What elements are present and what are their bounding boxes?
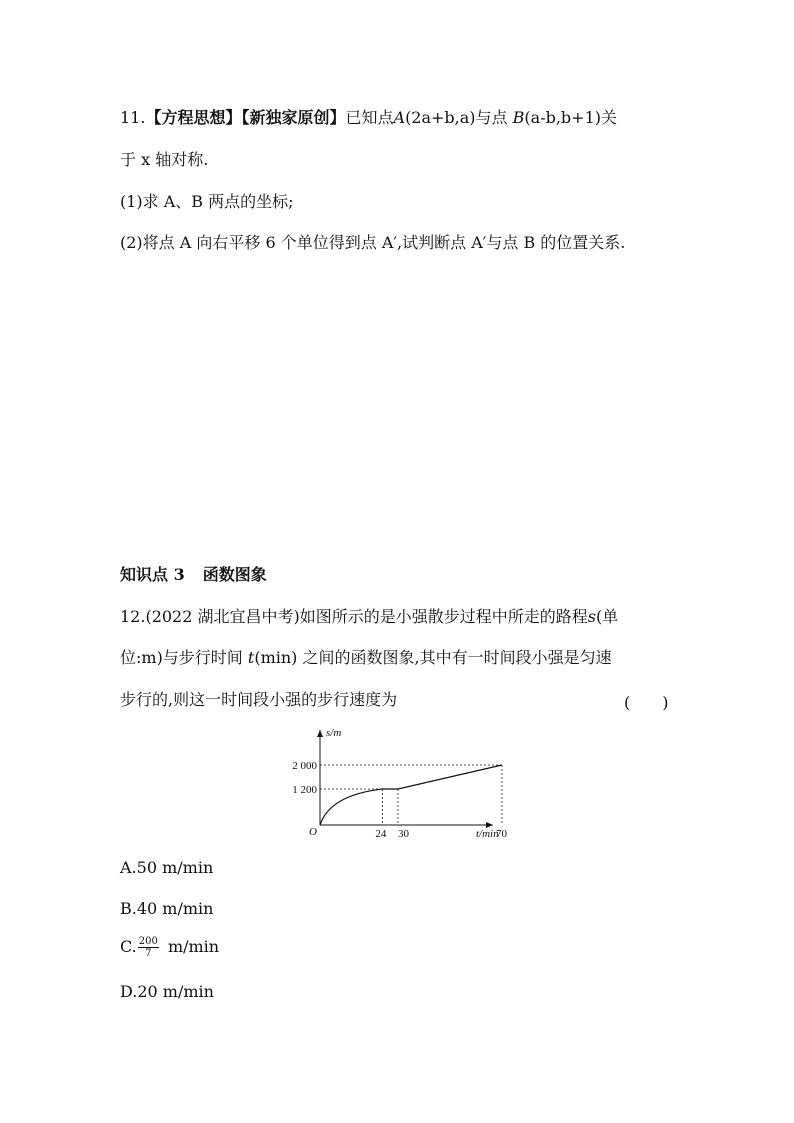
y-tick-label: 2 000	[292, 760, 317, 772]
q11-point-a: A	[393, 108, 406, 127]
line-segments	[382, 765, 502, 789]
q11-line1	[120, 108, 617, 128]
x-tick-label: 30	[398, 828, 409, 840]
section-title: 函数图象	[202, 565, 267, 584]
option-b[interactable]: B.40 m/min	[120, 899, 214, 918]
q12-var-s: s	[587, 607, 596, 626]
curve-segment	[320, 789, 382, 825]
q12-line3: 步行的,则这一时间段小强的步行速度为	[120, 690, 398, 709]
q11-coord-b: (a-b,b+1)	[524, 108, 601, 127]
x-tick-label: 24	[375, 828, 387, 840]
x-axis-label: t/min	[476, 828, 499, 840]
option-c[interactable]	[120, 936, 219, 959]
option-c-prefix: C.	[120, 937, 137, 956]
q11-part2: (2)将点 A 向右平移 6 个单位得到点 A′,试判断点 A′与点 B 的位置关系.	[120, 233, 626, 252]
origin-label: O	[309, 826, 317, 838]
q11-coord-a: (2a+b,a)	[405, 108, 476, 127]
q11-stem-b: 与点	[475, 108, 513, 127]
q12-line2-a: 位:m)与步行时间	[120, 648, 248, 667]
q11-line2: 于 x 轴对称.	[120, 150, 209, 169]
fraction-denominator: 7	[145, 948, 152, 959]
distance-time-chart	[280, 722, 520, 844]
q11-stem-a: 已知点	[345, 108, 394, 127]
y-tick-label: 1 200	[292, 784, 317, 796]
q12-line2-b: (min) 之间的函数图象,其中有一时间段小强是匀速	[254, 648, 612, 667]
option-c-fraction	[138, 936, 159, 959]
q11-point-b: B	[512, 108, 525, 127]
option-d[interactable]: D.20 m/min	[120, 982, 214, 1001]
q11-stem-c: 关	[601, 108, 618, 127]
q12-line1	[120, 607, 618, 627]
section-label: 知识点 3	[120, 565, 185, 584]
q11-part1: (1)求 A、B 两点的坐标;	[120, 192, 294, 211]
q12-line2	[120, 648, 612, 668]
option-a[interactable]: A.50 m/min	[120, 858, 214, 877]
q12-line1-a: 12.(2022 湖北宜昌中考)如图所示的是小强散步过程中所走的路程	[120, 607, 588, 626]
q11-number: 11.	[120, 108, 146, 127]
q11-tag-method: 【方程思想】	[145, 108, 242, 127]
x-tick-label: 70	[496, 828, 507, 840]
fraction-numerator: 200	[138, 936, 158, 947]
option-c-unit: m/min	[162, 937, 220, 956]
q12-var-t: t	[247, 648, 255, 667]
q12-line1-b: (单	[595, 607, 619, 626]
y-axis-label: s/m	[326, 727, 342, 739]
section-heading	[120, 565, 267, 585]
q11-tag-original: 【新独家原创】	[241, 108, 346, 127]
answer-blank[interactable]: ( )	[624, 693, 669, 712]
